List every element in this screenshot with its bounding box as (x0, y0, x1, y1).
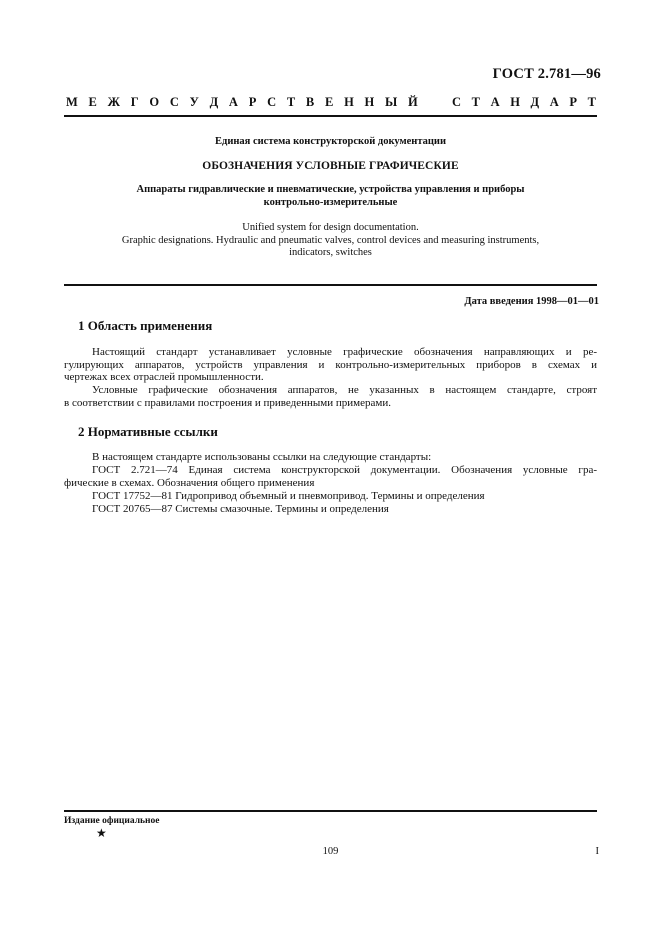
banner-letter: Н (510, 95, 520, 109)
banner-letter: Р (248, 95, 257, 109)
text-line: В настоящем стандарте использованы ссылки на следующие стандарты: (92, 451, 432, 463)
reference-gost-2-721 (64, 464, 597, 489)
interstate-standard-banner (66, 95, 596, 110)
banner-letter: О (149, 95, 160, 109)
system-title: Единая система конструкторской документации (215, 136, 446, 147)
edition-mark: I (595, 846, 599, 857)
banner-letter: С (452, 95, 462, 109)
banner-letter: А (490, 95, 500, 109)
banner-letter: Ы (385, 95, 398, 109)
section-heading-normative-references: 2 Нормативные ссылки (78, 424, 218, 439)
banner-letter: Е (88, 95, 97, 109)
banner-letter: Ж (107, 95, 120, 109)
standard-word (452, 95, 596, 110)
scope-paragraph-2 (64, 384, 597, 409)
title-divider (64, 284, 597, 286)
banner-letter: Д (209, 95, 219, 109)
gost-number: ГОСТ 2.781—96 (492, 66, 601, 82)
english-title-line: indicators, switches (289, 247, 372, 258)
scope-paragraph-1 (64, 346, 597, 384)
banner-letter: С (267, 95, 277, 109)
banner-letter: Т (471, 95, 480, 109)
text-line: ГОСТ 20765—87 Системы смазочные. Термины и определения (92, 503, 389, 515)
star-icon: ★ (96, 826, 107, 840)
main-title: ОБОЗНАЧЕНИЯ УСЛОВНЫЕ ГРАФИЧЕСКИЕ (202, 160, 459, 172)
introduction-date: Дата введения 1998—01—01 (464, 296, 599, 307)
banner-letter: Р (569, 95, 577, 109)
banner-letter: Н (364, 95, 375, 109)
interstate-word (66, 95, 418, 110)
banner-letter: Т (587, 95, 596, 109)
banner-letter: Й (408, 95, 418, 109)
text-line: ГОСТ 17752—81 Гидропривод объемный и пневмопривод. Термины и определения (92, 490, 485, 502)
english-title-line: Graphic designations. Hydraulic and pneumatic valves, control devices and measuring instruments, (121, 234, 540, 246)
subtitle (64, 184, 597, 209)
text-line: чертежах всех отраслей промышленности. (64, 371, 264, 384)
page-number: 109 (322, 846, 339, 857)
text-line: гулирующих аппаратов, устройств управления и контрольно-измерительных приборов в схемах и (64, 358, 597, 371)
reference-gost-17752 (64, 490, 597, 503)
banner-letter: С (169, 95, 179, 109)
text-line: ГОСТ 2.721—74 Единая система конструкторской документации. Обозначения условные гра- (92, 464, 597, 476)
official-edition-label: Издание официальное (64, 816, 160, 826)
banner-letter: А (549, 95, 559, 109)
section-heading-scope: 1 Область применения (78, 318, 213, 333)
banner-letter: У (189, 95, 199, 109)
subtitle-line: Аппараты гидравлические и пневматические, устройства управления и приборы (136, 184, 525, 195)
banner-letter: Е (324, 95, 334, 109)
banner-letter: Н (344, 95, 354, 109)
banner-letter: Г (130, 95, 139, 109)
banner-letter: В (305, 95, 315, 109)
text-line: Настоящий стандарт устанавливает условные графические обозначения направляющих и ре- (92, 346, 597, 358)
english-title (64, 222, 597, 260)
subtitle-line: контрольно-измерительные (263, 196, 398, 208)
references-intro (64, 451, 597, 464)
banner-letter: Т (286, 95, 296, 109)
reference-gost-20765 (64, 503, 597, 516)
text-line: фические в схемах. Обозначения общего применения (64, 476, 315, 489)
footer-divider (64, 810, 597, 812)
banner-letter: Д (530, 95, 540, 109)
banner-letter: А (228, 95, 238, 109)
english-title-line: Unified system for design documentation. (242, 222, 419, 233)
header-divider (64, 115, 597, 117)
text-line: в соответствии с правилами построения и приведенными примерами. (64, 396, 391, 409)
text-line: Условные графические обозначения аппаратов, не указанных в настоящем стандарте, строят (92, 384, 597, 396)
banner-letter: М (66, 95, 78, 109)
